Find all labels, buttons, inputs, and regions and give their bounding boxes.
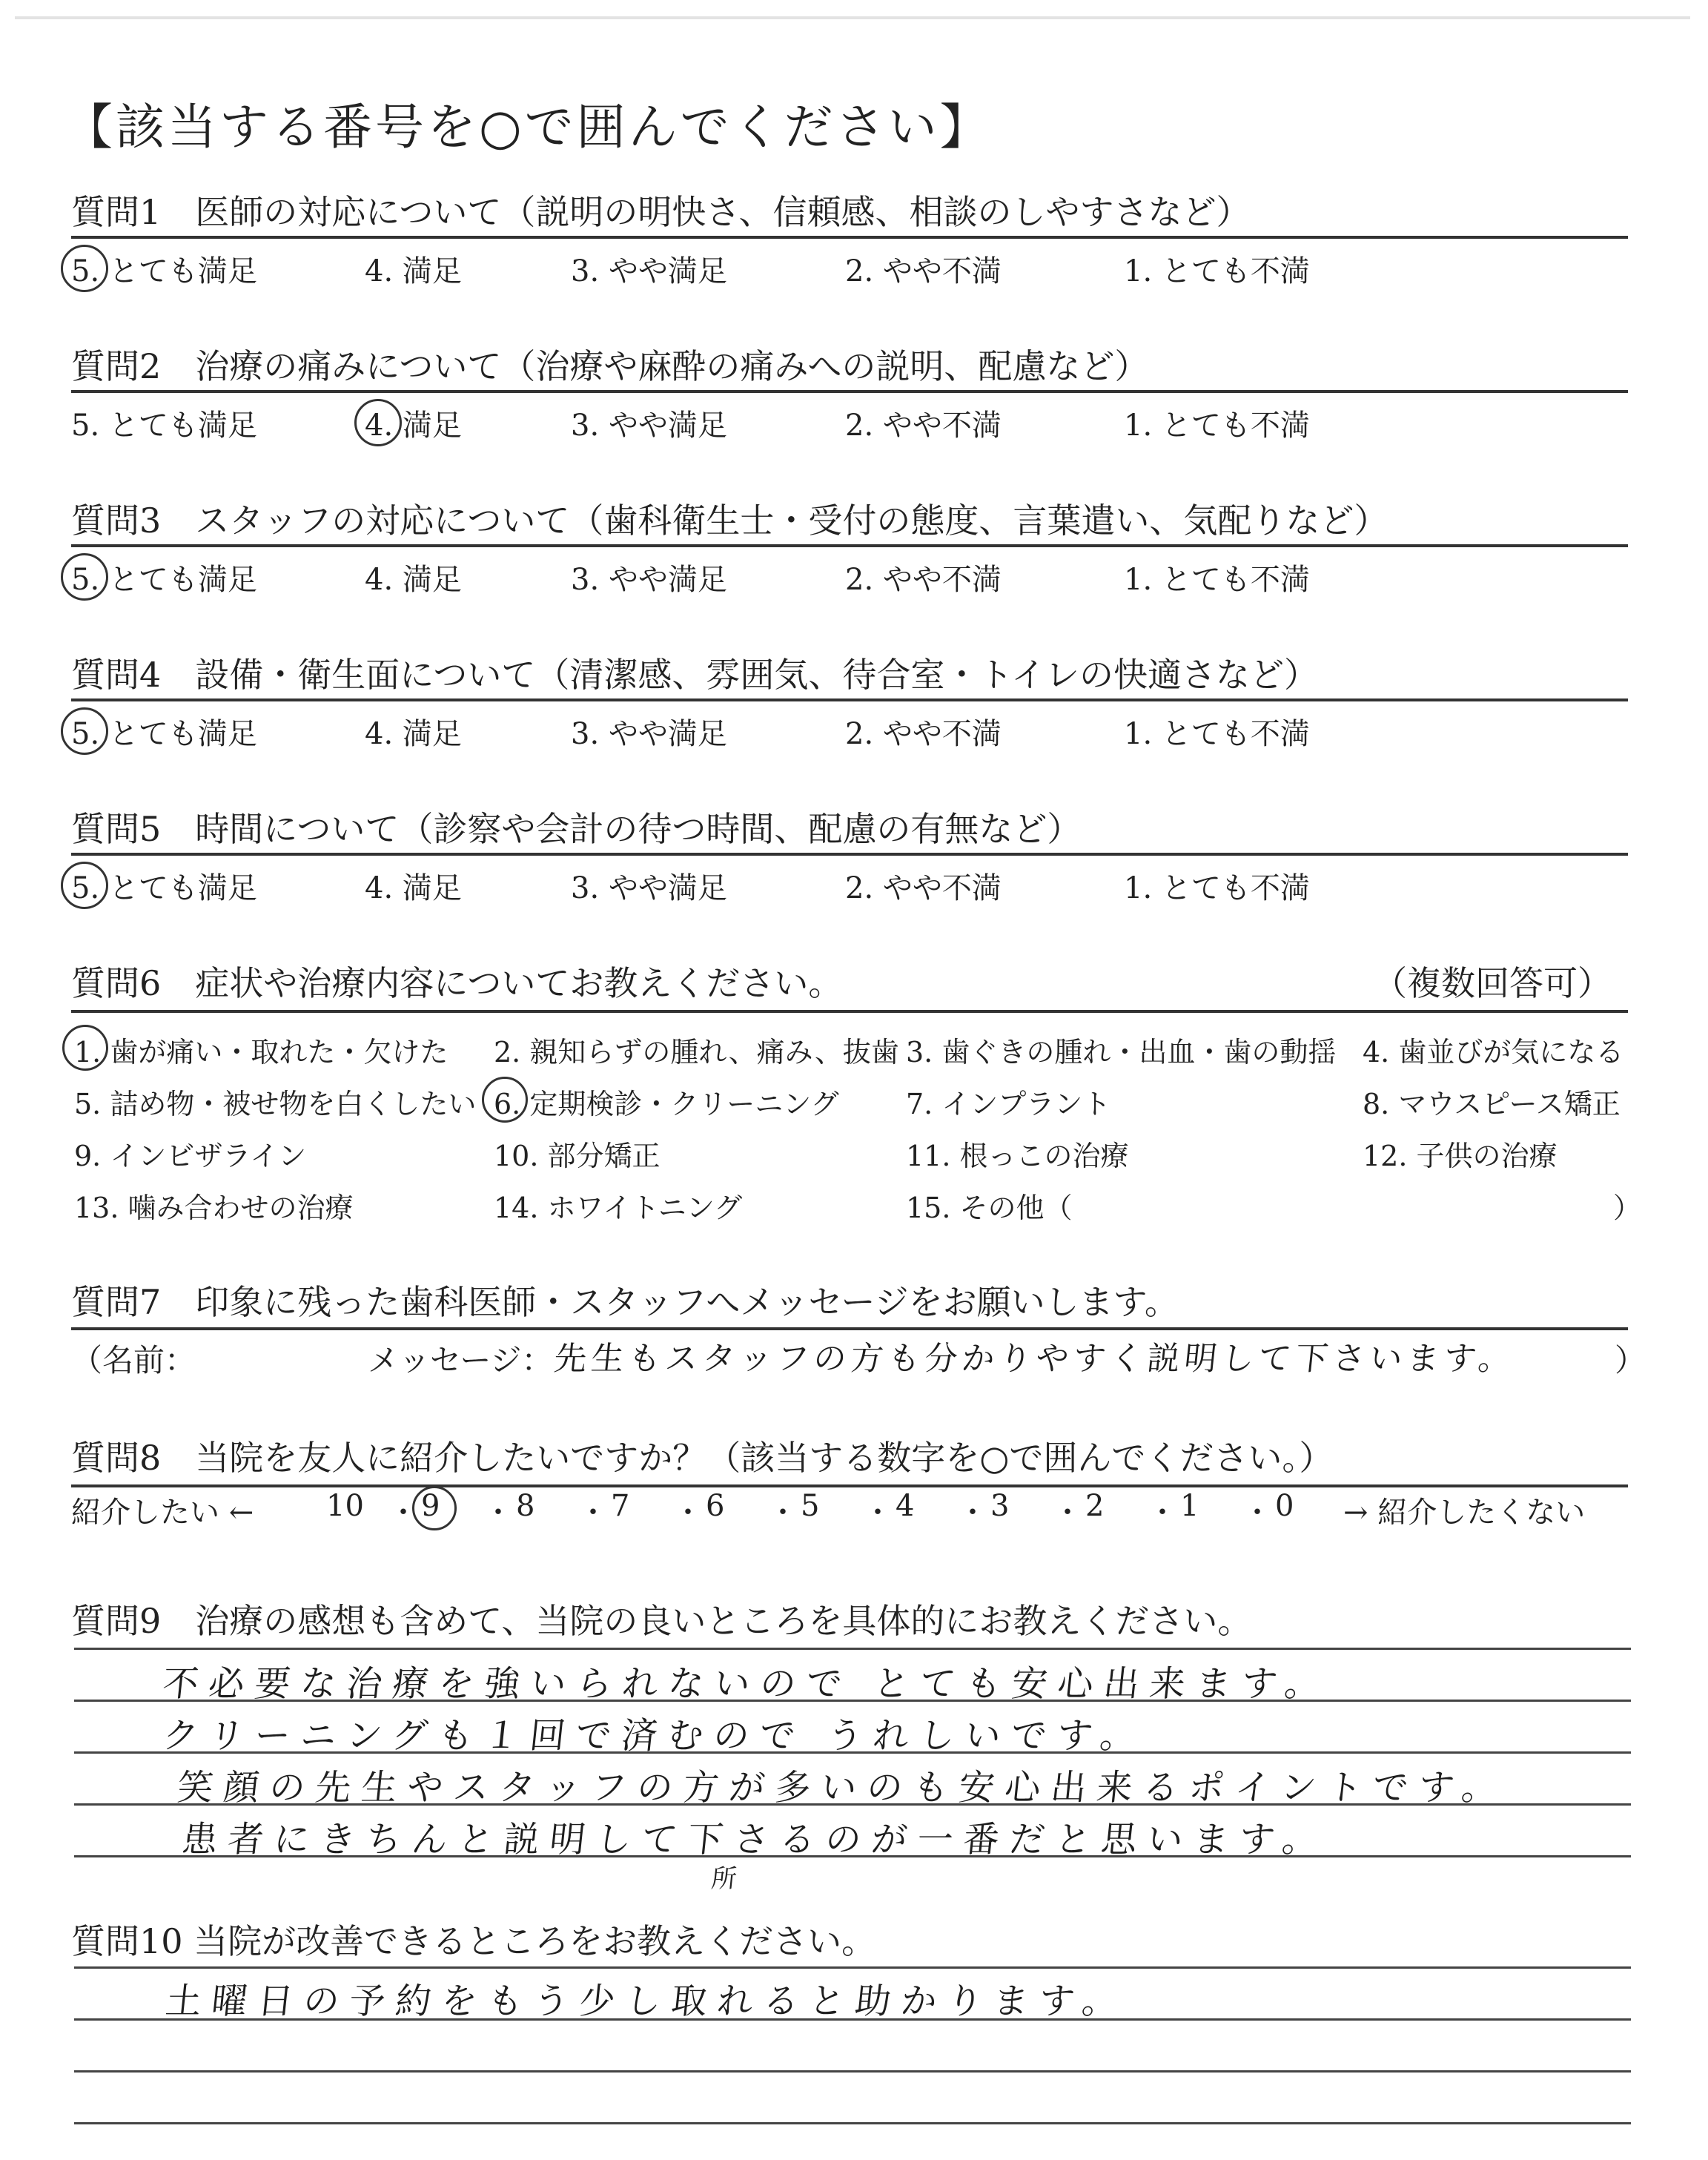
- q4-option[interactable]: 3. やや満足: [571, 717, 727, 751]
- q6-option[interactable]: 13. 噛み合わせの治療: [74, 1192, 354, 1224]
- q5-option[interactable]: 1. とても不満: [1124, 871, 1310, 905]
- q8-scale-dot: ・: [1148, 1496, 1177, 1530]
- q5-option[interactable]: 2. やや不満: [845, 871, 1002, 905]
- q8-scale-number[interactable]: 1: [1180, 1489, 1199, 1523]
- q8-right-label: → 紹介したくない: [1343, 1496, 1586, 1530]
- q3-option[interactable]: 3. やや満足: [571, 563, 727, 597]
- q5-option[interactable]: 5. とても満足: [71, 871, 257, 905]
- q7-title: 質問7 印象に残った歯科医師・スタッフへメッセージをお願いします。: [71, 1282, 1179, 1322]
- scan-edge: [15, 16, 1690, 19]
- q7-message: 先生もスタッフの方も分かりやすく説明して下さいます。: [552, 1340, 1517, 1378]
- selection-circle: [62, 1025, 108, 1071]
- q8-scale-dot: ・: [483, 1496, 513, 1530]
- q6-option[interactable]: 12. 子供の治療: [1363, 1140, 1558, 1172]
- selection-circle: [61, 707, 108, 755]
- q8-rule: [71, 1484, 1628, 1487]
- q8-scale-number[interactable]: 3: [990, 1489, 1010, 1523]
- q6-option[interactable]: 11. 根っこの治療: [906, 1140, 1129, 1172]
- q3-option[interactable]: 4. 満足: [365, 563, 462, 597]
- q1-title: 質問1 医師の対応について（説明の明快さ、信頼感、相談のしやすさなど）: [71, 192, 1251, 232]
- q6-option[interactable]: 15. その他（: [906, 1192, 1073, 1224]
- q4-rule: [71, 698, 1628, 701]
- q3-title: 質問3 スタッフの対応について（歯科衛生士・受付の態度、言葉遣い、気配りなど）: [71, 501, 1388, 541]
- q7-name-label: （名前：: [71, 1342, 196, 1378]
- q8-scale-number[interactable]: 5: [801, 1489, 820, 1523]
- q3-option[interactable]: 2. やや不満: [845, 563, 1002, 597]
- q7-close: ）: [1615, 1342, 1646, 1378]
- q1-option[interactable]: 5. とても満足: [71, 254, 257, 288]
- q9-answer: 笑顔の先生やスタッフの方が多いのも安心出来るポイントです。: [175, 1767, 1510, 1809]
- q6-option[interactable]: 14. ホワイトニング: [494, 1192, 743, 1224]
- q2-option[interactable]: 4. 満足: [365, 409, 462, 443]
- q10-line: [74, 2122, 1631, 2124]
- q2-option[interactable]: 3. やや満足: [571, 409, 727, 443]
- q3-option[interactable]: 1. とても不満: [1124, 563, 1310, 597]
- q6-option[interactable]: 2. 親知らずの腫れ、痛み、抜歯: [494, 1036, 899, 1069]
- page-heading: 【該当する番号を○で囲んでください】: [64, 99, 992, 156]
- q8-scale-dot: ・: [1053, 1496, 1082, 1530]
- q8-scale-number[interactable]: 8: [516, 1489, 535, 1523]
- q6-option[interactable]: 8. マウスピース矯正: [1363, 1088, 1621, 1120]
- q6-option[interactable]: 7. インプラント: [906, 1088, 1111, 1120]
- q3-rule: [71, 544, 1628, 547]
- selection-circle: [482, 1077, 528, 1123]
- selection-circle: [61, 245, 108, 292]
- q1-option[interactable]: 2. やや不満: [845, 254, 1002, 288]
- q8-scale-dot: ・: [1242, 1496, 1272, 1530]
- q8-scale-dot: ・: [388, 1496, 418, 1530]
- q6-option: ）: [1613, 1192, 1642, 1224]
- q8-scale-dot: ・: [958, 1496, 987, 1530]
- q7-rule: [71, 1327, 1628, 1330]
- q6-option[interactable]: 6. 定期検診・クリーニング: [494, 1088, 839, 1120]
- q8-scale-dot: ・: [673, 1496, 703, 1530]
- q9-insertion: 所: [709, 1864, 738, 1894]
- q8-scale-dot: ・: [578, 1496, 608, 1530]
- q6-option[interactable]: 9. インビザライン: [74, 1140, 307, 1172]
- q8-scale-number[interactable]: 10: [326, 1489, 364, 1523]
- q2-rule: [71, 390, 1628, 393]
- q5-rule: [71, 853, 1628, 856]
- q8-scale-number[interactable]: 7: [611, 1489, 630, 1523]
- q1-option[interactable]: 3. やや満足: [571, 254, 727, 288]
- q5-option[interactable]: 4. 満足: [365, 871, 462, 905]
- q2-title: 質問2 治療の痛みについて（治療や麻酔の痛みへの説明、配慮など）: [71, 346, 1149, 386]
- q8-scale-number[interactable]: 0: [1275, 1489, 1294, 1523]
- q10-answer: 土曜日の予約をもう少し取れると助かります。: [163, 1981, 1131, 2022]
- q8-title: 質問8 当院を友人に紹介したいですか？（該当する数字を○で囲んでください。）: [71, 1438, 1334, 1478]
- q1-rule: [71, 236, 1628, 239]
- q9-answer: 不必要な治療を強いられないので とても安心出来ます。: [160, 1663, 1333, 1705]
- q6-option[interactable]: 5. 詰め物・被せ物を白くしたい: [74, 1088, 477, 1120]
- q9-answer: クリーニングも１回で済むので うれしいです。: [160, 1715, 1148, 1757]
- selection-circle: [61, 553, 108, 601]
- q5-title: 質問5 時間について（診察や会計の待つ時間、配慮の有無など）: [71, 809, 1082, 849]
- q5-option[interactable]: 3. やや満足: [571, 871, 727, 905]
- q4-title: 質問4 設備・衛生面について（清潔感、雰囲気、待合室・トイレの快適さなど）: [71, 655, 1319, 695]
- q2-option[interactable]: 1. とても不満: [1124, 409, 1310, 443]
- q4-option[interactable]: 2. やや不満: [845, 717, 1002, 751]
- q8-scale-number[interactable]: 6: [706, 1489, 725, 1523]
- q4-option[interactable]: 4. 満足: [365, 717, 462, 751]
- q6-option[interactable]: 1. 歯が痛い・取れた・欠けた: [74, 1036, 448, 1069]
- q10-line: [74, 1966, 1631, 1969]
- q7-message-label: メッセージ：: [368, 1342, 553, 1378]
- q8-scale-dot: ・: [863, 1496, 893, 1530]
- q6-title: 質問6 症状や治療内容についてお教えください。: [71, 963, 843, 1003]
- q6-option[interactable]: 10. 部分矯正: [494, 1140, 661, 1172]
- q9-answer: 患者にきちんと説明して下さるのが一番だと思います。: [179, 1819, 1331, 1860]
- q9-line: [74, 1648, 1631, 1650]
- q6-note: （複数回答可）: [1373, 963, 1612, 1003]
- q6-option[interactable]: 3. 歯ぐきの腫れ・出血・歯の動揺: [906, 1036, 1337, 1069]
- q8-scale-number[interactable]: 4: [896, 1489, 915, 1523]
- q3-option[interactable]: 5. とても満足: [71, 563, 257, 597]
- q10-line: [74, 2070, 1631, 2073]
- q4-option[interactable]: 5. とても満足: [71, 717, 257, 751]
- q8-scale-dot: ・: [768, 1496, 798, 1530]
- q8-left-label: 紹介したい ←: [71, 1496, 254, 1530]
- q6-rule: [71, 1010, 1628, 1013]
- q6-option[interactable]: 4. 歯並びが気になる: [1363, 1036, 1624, 1069]
- q1-option[interactable]: 4. 満足: [365, 254, 462, 288]
- q2-option[interactable]: 2. やや不満: [845, 409, 1002, 443]
- q8-scale-number[interactable]: 2: [1085, 1489, 1105, 1523]
- selection-circle: [354, 399, 402, 446]
- q9-title: 質問9 治療の感想も含めて、当院の良いところを具体的にお教えください。: [71, 1601, 1252, 1641]
- q4-option[interactable]: 1. とても不満: [1124, 717, 1310, 751]
- selection-circle: [412, 1486, 457, 1530]
- q2-option[interactable]: 5. とても満足: [71, 409, 257, 443]
- q1-option[interactable]: 1. とても不満: [1124, 254, 1310, 288]
- q8-scale-number[interactable]: 9: [421, 1489, 440, 1523]
- selection-circle: [61, 862, 108, 909]
- q10-title: 質問10 当院が改善できるところをお教えください。: [71, 1921, 876, 1961]
